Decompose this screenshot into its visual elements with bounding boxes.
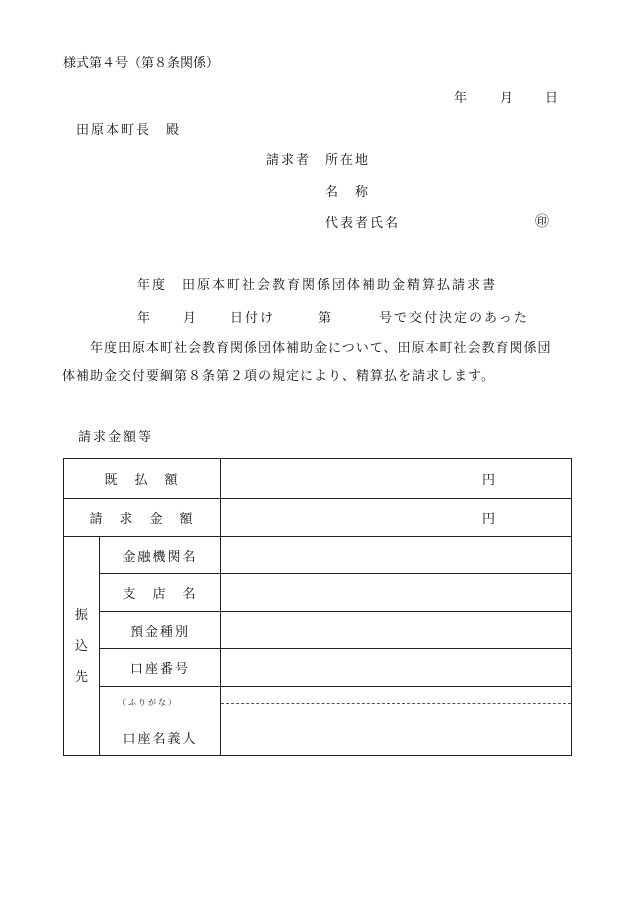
request-table <box>63 458 572 756</box>
account-holder-cell <box>221 687 572 756</box>
transfer-destination-label <box>64 537 100 756</box>
representative-label: 代表者氏名 <box>325 216 401 231</box>
document-title: 年度 田原本町社会教育関係団体補助金精算払請求書 <box>137 278 498 293</box>
seal-mark: ㊞ <box>535 214 549 230</box>
paid-amount-label: 既 払 額 <box>64 459 221 499</box>
date-month: 月 <box>500 91 514 106</box>
account-holder-field[interactable] <box>221 704 571 755</box>
form-label: 様式第４号（第８条関係） <box>63 56 220 71</box>
paid-amount-unit: 円 <box>481 473 495 488</box>
body-paragraph <box>62 335 562 391</box>
addressee: 田原本町長 殿 <box>76 123 182 138</box>
request-amount-cell[interactable] <box>221 499 572 537</box>
request-amount-label: 請 求 金 額 <box>64 499 221 537</box>
branch-name-field[interactable] <box>221 574 572 612</box>
decision-year: 年 <box>137 311 151 326</box>
body-paragraph-text: 年度田原本町社会教育関係団体補助金について、田原本町社会教育関係団体補助金交付要綱第８条第２項の規定により、精算払を請求します。 <box>62 341 552 384</box>
furigana-field[interactable] <box>221 687 571 704</box>
account-number-field[interactable] <box>221 649 572 687</box>
address-label: 所在地 <box>325 153 371 168</box>
section-heading: 請求金額等 <box>78 430 154 445</box>
date-day: 日 <box>545 91 559 106</box>
date-year: 年 <box>454 91 468 106</box>
decision-month: 月 <box>183 311 197 326</box>
decision-number-suffix: 号で交付決定のあった <box>379 311 529 326</box>
request-amount-unit: 円 <box>481 512 495 527</box>
account-type-label: 預金種別 <box>100 612 221 649</box>
branch-name-label: 支 店 名 <box>100 574 221 612</box>
account-type-field[interactable] <box>221 612 572 649</box>
account-holder-label: 口座名義人 <box>122 732 198 747</box>
account-number-label: 口座番号 <box>100 649 221 687</box>
decision-day-attach: 日付け <box>230 311 276 326</box>
bank-name-field[interactable] <box>221 537 572 574</box>
name-label: 名 称 <box>325 185 371 200</box>
transfer-char-2: 込 <box>74 638 88 654</box>
transfer-char-1: 振 <box>74 607 88 623</box>
account-holder-label-cell <box>100 687 221 756</box>
paid-amount-cell[interactable] <box>221 459 572 499</box>
decision-number-prefix: 第 <box>318 311 332 326</box>
furigana-label: （ふりがな） <box>118 698 178 707</box>
bank-name-label: 金融機関名 <box>100 537 221 574</box>
transfer-char-3: 先 <box>74 669 88 685</box>
requester-label: 請求者 <box>266 153 312 168</box>
